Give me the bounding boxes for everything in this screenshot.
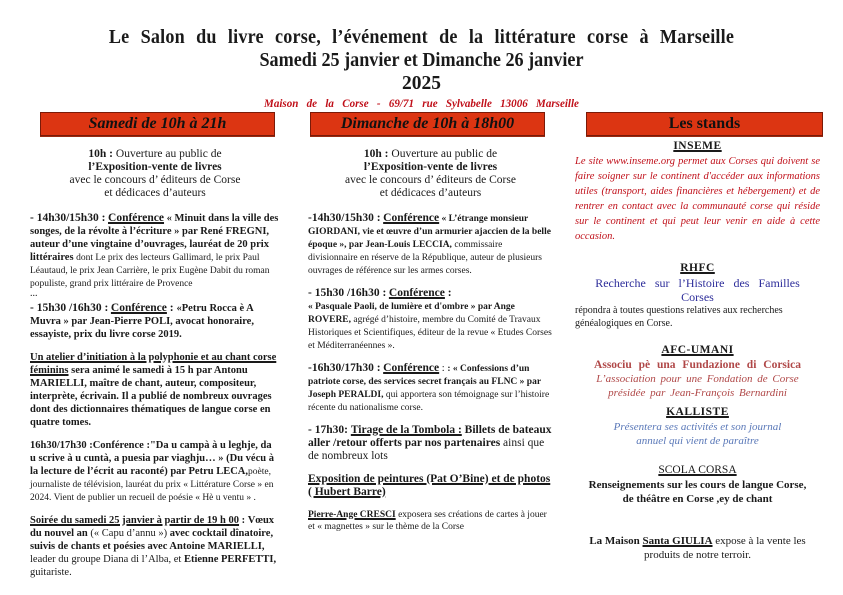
conference-details: qui apportera son témoignage sur l’histoire récente du nationalisme corse.: [308, 390, 550, 413]
sunday-opening: [308, 148, 553, 200]
soiree-text: Etienne PERFETTI,: [183, 554, 277, 565]
kalliste-line: Présentera ses activités et son journal: [613, 421, 782, 433]
maison-prefix: La Maison: [589, 535, 643, 547]
conference-title: «Petru Rocca è A Muvra » par Jean-Pierre POLI, avocat honoraire, essayiste, prix du livre corse 2019.: [30, 303, 254, 340]
conference-time: - 14h30/15h30 :: [30, 212, 106, 224]
stand-scola-name: SCOLA CORSA: [658, 464, 737, 476]
opening-time: 10h :: [363, 148, 389, 160]
stand-maison-santa-giulia: [575, 534, 820, 562]
tombola-title: Tirage de la Tombola :: [350, 424, 462, 436]
conference-title: « Pasquale Paoli, de lumière et d'ombre » par Ange ROVERE,: [308, 302, 515, 325]
conference-time: -14h30/15h30 :: [308, 212, 381, 224]
stands-column: [575, 140, 820, 562]
opening-line: Ouverture au public de: [115, 148, 222, 160]
saturday-opening: [30, 148, 280, 200]
cresci-details: exposera ses créations de cartes à jouer et « magnettes » sur le thème de la Corse: [308, 510, 547, 532]
saturday-conference-1: [30, 212, 280, 290]
sunday-conference-3: [308, 362, 553, 414]
conference-label: Conférence: [383, 362, 440, 374]
stand-kalliste-name: KALLISTE: [666, 406, 729, 418]
scola-line: Renseignements sur les cours de langue Corse,: [588, 479, 807, 491]
stand-afc-name: AFC-UMANI: [661, 344, 734, 356]
opening-line: et dédicaces d’auteurs: [379, 187, 482, 199]
event-dates: Samedi 25 janvier et Dimanche 26 janvier: [259, 50, 584, 71]
stand-rhfc-title: Recherche sur l’Histoire des Familles Corses: [595, 276, 800, 304]
separator: :: [444, 287, 452, 299]
conference-title: 16h30/17h30 :Conférence :"Da u campà à u leghje, da u scrive à u cuntà, a puesia par viaghju… » (Du vécu à la lecture de l’écrit au raconté) par Petru LECA,: [30, 440, 274, 477]
soiree-text: leader du groupe Diana di l’Alba, et: [30, 554, 184, 565]
saturday-soiree: [30, 514, 280, 579]
page-title: Le Salon du livre corse, l’événement de la littérature corse à Marseille: [108, 27, 735, 48]
conference-label: Conférence: [110, 302, 167, 314]
conference-time: -16h30/17h30 :: [308, 362, 381, 374]
sunday-header: Dimanche de 10h à 18h00: [310, 112, 545, 136]
atelier-details: sera animé le samedi à 15 h par Antonu MARIELLI, maître de chant, auteur, compositeur, interprète, écrivain. Il a publié de nombreux ouvrages dont des dictionnaires thématiques de langue corse en quatre tomes.: [30, 365, 272, 428]
scola-line: de théâtre en Corse ,ey de chant: [622, 493, 773, 505]
sunday-tombola: [308, 424, 553, 463]
saturday-header: Samedi de 10h à 21h: [40, 112, 275, 136]
sunday-cresci: [308, 509, 553, 533]
stand-scola-text: [575, 478, 820, 506]
conference-time: - 15h30 /16h30 :: [308, 287, 387, 299]
soiree-text: Vœux du nouvel an: [30, 515, 275, 539]
soiree-title: Soirée du samedi 25 janvier à partir de 19 h 00: [30, 515, 240, 526]
stand-rhfc-name: RHFC: [680, 262, 715, 274]
kalliste-line: annuel qui vient de paraître: [636, 435, 759, 447]
stand-kalliste-text: [575, 420, 820, 448]
conference-time: - 15h30 /16h30 :: [30, 302, 109, 314]
stand-rhfc-text: répondra à toutes questions relatives aux recherches généalogiques en Corse.: [575, 305, 783, 329]
conference-details: commissaire divisionnaire en réserve de la République, auteur de plusieurs ouvrages de référence sur les armes corses.: [308, 240, 542, 276]
sunday-column: [308, 148, 553, 543]
opening-line: avec le concours d’ éditeurs de Corse: [345, 174, 516, 186]
conference-details: dont Le prix des lecteurs Gallimard, le prix Paul Léautaud, le prix Jean Carrière, le prix Eugène Dabit du roman populiste, grand prix littéraire de Provence: [30, 253, 270, 289]
afc-line: présidée par Jean-François Bernardini: [608, 387, 787, 399]
sunday-conference-1: [308, 212, 553, 277]
tombola-details: ainsi que de nombreux lots: [308, 437, 545, 462]
conference-label: Conférence: [108, 212, 165, 224]
saturday-conference-3: [30, 439, 280, 504]
saturday-conference-2: [30, 302, 280, 341]
event-year: 2025: [402, 73, 441, 94]
maison-text: expose à la vente les produits de notre terroir.: [644, 535, 806, 561]
separator: :: [166, 302, 177, 314]
tombola-time: - 17h30:: [308, 424, 348, 436]
cresci-name: Pierre-Ange CRESCI: [308, 510, 396, 520]
opening-line: avec le concours d’ éditeurs de Corse: [69, 174, 241, 186]
event-address: Maison de la Corse - 69/71 rue Sylvabelle 13006 Marseille: [264, 96, 579, 110]
conference-details: poète, journaliste de télévision, lauréat du prix « Littérature Corse » en 2024. Vient de publier un recueil de poésie « Hè u ventu » .: [30, 467, 274, 503]
conference-title: « L’étrange monsieur GIORDANI, vie et œuvre d’un armurier ajaccien de la belle époque », par Jean-Louis LECCIA,: [308, 214, 551, 250]
stand-afc-title: Associu pè una Fundazione di Corsica: [594, 359, 801, 371]
conference-label: Conférence: [388, 287, 445, 299]
stand-inseme-name: INSEME: [673, 140, 722, 152]
maison-name: Santa GIULIA: [642, 535, 713, 547]
separator: :: [439, 363, 448, 374]
sunday-conference-2: [308, 287, 553, 352]
tombola-details: Billets de bateaux aller /retour offerts par nos partenaires: [308, 424, 552, 449]
soiree-text: guitariste.: [30, 567, 72, 578]
conference-label: Conférence: [383, 212, 440, 224]
opening-time: 10h :: [88, 148, 114, 160]
saturday-column: [30, 148, 280, 589]
opening-line: l’Exposition-vente de livres: [88, 161, 222, 173]
opening-line: Ouverture au public de: [391, 148, 498, 160]
conference-title: « Minuit dans la ville des songes, de la révolte à l’écriture » par René FREGNI, auteur d’une vingtaine d’ouvrages, lauréat de 20 prix littéraires: [30, 213, 279, 263]
ellipsis: ...: [30, 288, 38, 299]
conference-title: : « Confessions d’un patriote corse, des services secret français au FLNC » par Joseph PERALDI,: [308, 364, 541, 400]
sunday-exposition: Exposition de peintures (Pat O’Bine) et de photos ( Hubert Barre): [308, 473, 551, 498]
stands-header: Les stands: [586, 112, 823, 136]
separator: :: [239, 515, 246, 526]
saturday-atelier: [30, 351, 280, 429]
soiree-text: avec cocktail dînatoire, suivis de chants et poésies avec Antoine MARIELLI,: [30, 528, 274, 552]
stand-afc-text: [575, 372, 820, 400]
afc-line: L’association pour une Fondation de Corse: [596, 373, 799, 385]
atelier-title: Un atelier d’initiation à la polyphonie et au chant corse féminins: [30, 352, 277, 376]
conference-details: agrégé d’histoire, membre du Comité de Travaux Historiques et Scientifiques, éditeur de la revue « Etudes Corses et Méditerranéennes ».: [308, 315, 552, 351]
page-title-block: [0, 26, 843, 95]
opening-line: et dédicaces d’auteurs: [104, 187, 206, 199]
opening-line: l’Exposition-vente de livres: [363, 161, 498, 173]
stand-inseme-text: Le site www.inseme.org permet aux Corses qui doivent se faire soigner sur le continent d'accéder aux informations utiles (transport, aides financières et hébergement) et de rentrer en contact avec la communauté corse qui réside sur le continent et qui peut leur venir en aide à cette occasion.: [575, 156, 820, 242]
soiree-text: (« Capu d’annu »): [87, 528, 170, 539]
